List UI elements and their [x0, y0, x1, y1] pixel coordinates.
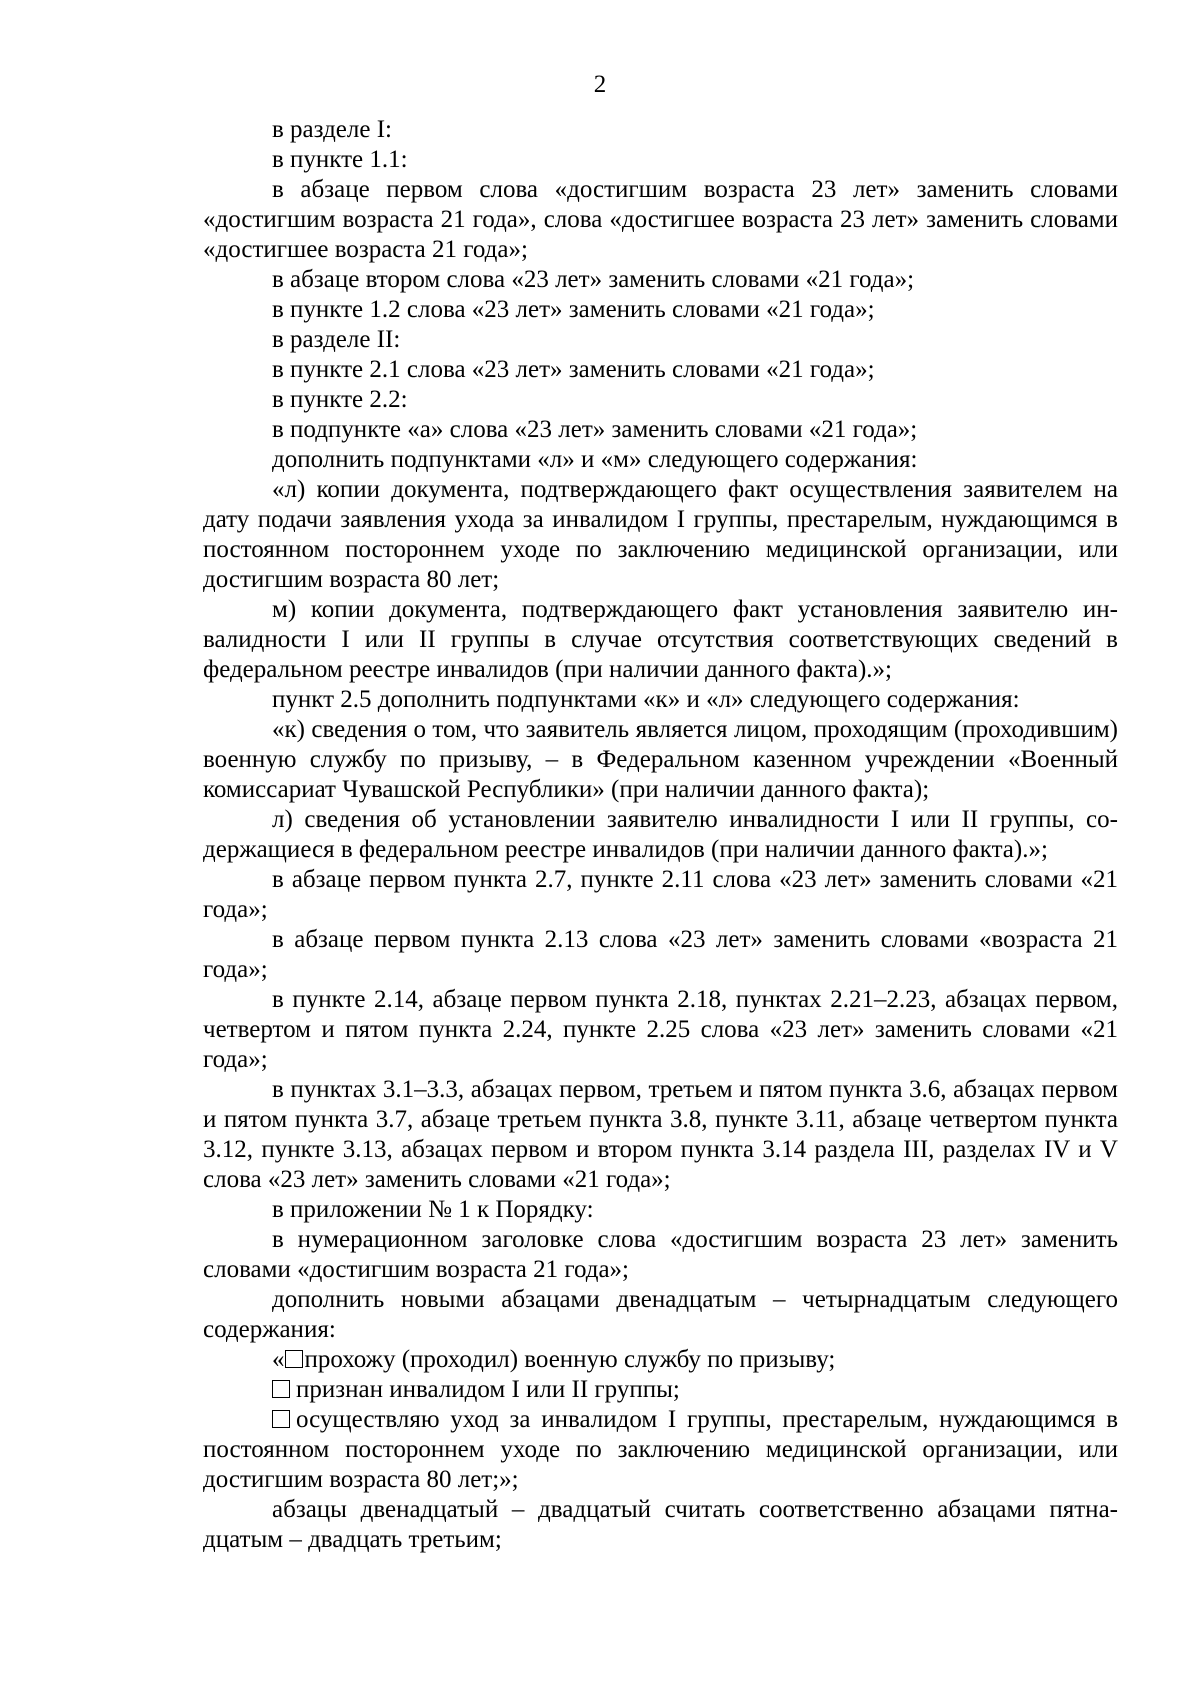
- paragraph: в пункте 1.1:: [272, 146, 408, 173]
- paragraph: «л) копии документа, подтверждающего факт осуществления заявителем на дату подачи заявления ухода за инвалидом I группы, престарелым, нуждающимся в постоянном постороннем уходе по заключению медицинской организации, или достигшим возраста 80 лет;: [203, 476, 1118, 593]
- paragraph: дополнить подпунктами «л» и «м» следующего содержания:: [272, 446, 918, 473]
- checkbox-item-text: прохожу (проходил) военную службу по призыву;: [304, 1346, 836, 1373]
- paragraph: «к) сведения о том, что заявитель является лицом, проходящим (проходившим) военную службу по призыву, – в Федеральном казенном учреждении «Военный комиссариат Чувашской Республики» (при наличии данного факта);: [203, 716, 1118, 803]
- checkbox-square-icon: [285, 1350, 303, 1368]
- paragraph: в подпункте «а» слова «23 лет» заменить словами «21 года»;: [272, 416, 918, 443]
- checkbox-item-text: признан инвалидом I или II группы;: [296, 1376, 680, 1403]
- paragraph: в нумерационном заголовке слова «достигшим возраста 23 лет» заменить словами «достигшим возраста 21 года»;: [203, 1226, 1118, 1283]
- paragraph: л) сведения об установлении заявителю инвалидности I или II группы, содержащиеся в федеральном реестре инвалидов (при наличии данного факта).»;: [203, 806, 1118, 863]
- paragraph: в разделе II:: [272, 326, 401, 353]
- paragraph: в пунктах 3.1–3.3, абзацах первом, третьем и пятом пункта 3.6, абзацах первом и пятом пункта 3.7, абзаце третьем пункта 3.8, пункте 3.11, абзаце четвертом пункта 3.12, пункте 3.13, абзацах первом и втором пункта 3.14 раздела III, разделах IV и V слова «23 лет» заменить словами «21 года»;: [203, 1076, 1118, 1193]
- paragraph: в пункте 2.2:: [272, 386, 408, 413]
- checkbox-item: [203, 1345, 1118, 1375]
- paragraph: в абзаце первом пункта 2.7, пункте 2.11 слова «23 лет» заменить словами «21 года»;: [203, 866, 1118, 923]
- paragraph: в разделе I:: [272, 116, 392, 143]
- checkbox-item: [203, 1405, 1118, 1495]
- open-quote: «: [272, 1346, 285, 1373]
- paragraph: дополнить новыми абзацами двенадцатым – четырнадцатым следующего содержания:: [203, 1286, 1118, 1343]
- paragraph: абзацы двенадцатый – двадцатый считать соответственно абзацами пятнадцатым – двадцать третьим;: [203, 1496, 1118, 1553]
- checkbox-item-text: осуществляю уход за инвалидом I группы, престарелым, нуждающимся в постоянном постороннем уходе по заключению медицинской организации, или достигшим возраста 80 лет;»;: [203, 1406, 1118, 1493]
- page-number: 2: [593, 71, 607, 98]
- paragraph: в пункте 2.14, абзаце первом пункта 2.18, пунктах 2.21–2.23, абзацах первом, четвертом и пятом пункта 2.24, пункте 2.25 слова «23 лет» заменить словами «21 года»;: [203, 986, 1118, 1073]
- paragraph: в приложении № 1 к Порядку:: [272, 1196, 594, 1223]
- paragraph: пункт 2.5 дополнить подпунктами «к» и «л» следующего содержания:: [272, 686, 1020, 713]
- paragraph: в абзаце втором слова «23 лет» заменить словами «21 года»;: [272, 266, 915, 293]
- document-body: [203, 115, 1118, 1555]
- checkbox-item: [203, 1375, 1118, 1405]
- paragraph: в абзаце первом слова «достигшим возраста 23 лет» заменить словами «достигшим возраста 21 года», слова «достигшее возраста 23 лет» заменить словами «достигшее возраста 21 года»;: [203, 176, 1118, 263]
- paragraph: в абзаце первом пункта 2.13 слова «23 лет» заменить словами «возраста 21 года»;: [203, 926, 1118, 983]
- paragraph: в пункте 1.2 слова «23 лет» заменить словами «21 года»;: [272, 296, 875, 323]
- paragraph: в пункте 2.1 слова «23 лет» заменить словами «21 года»;: [272, 356, 875, 383]
- checkbox-square-icon: [272, 1380, 290, 1398]
- paragraph: м) копии документа, подтверждающего факт установления заявителю инвалидности I или II группы в случае отсутствия соответствующих сведений в федеральном реестре инвалидов (при наличии данного факта).»;: [203, 596, 1118, 683]
- checkbox-square-icon: [272, 1410, 290, 1428]
